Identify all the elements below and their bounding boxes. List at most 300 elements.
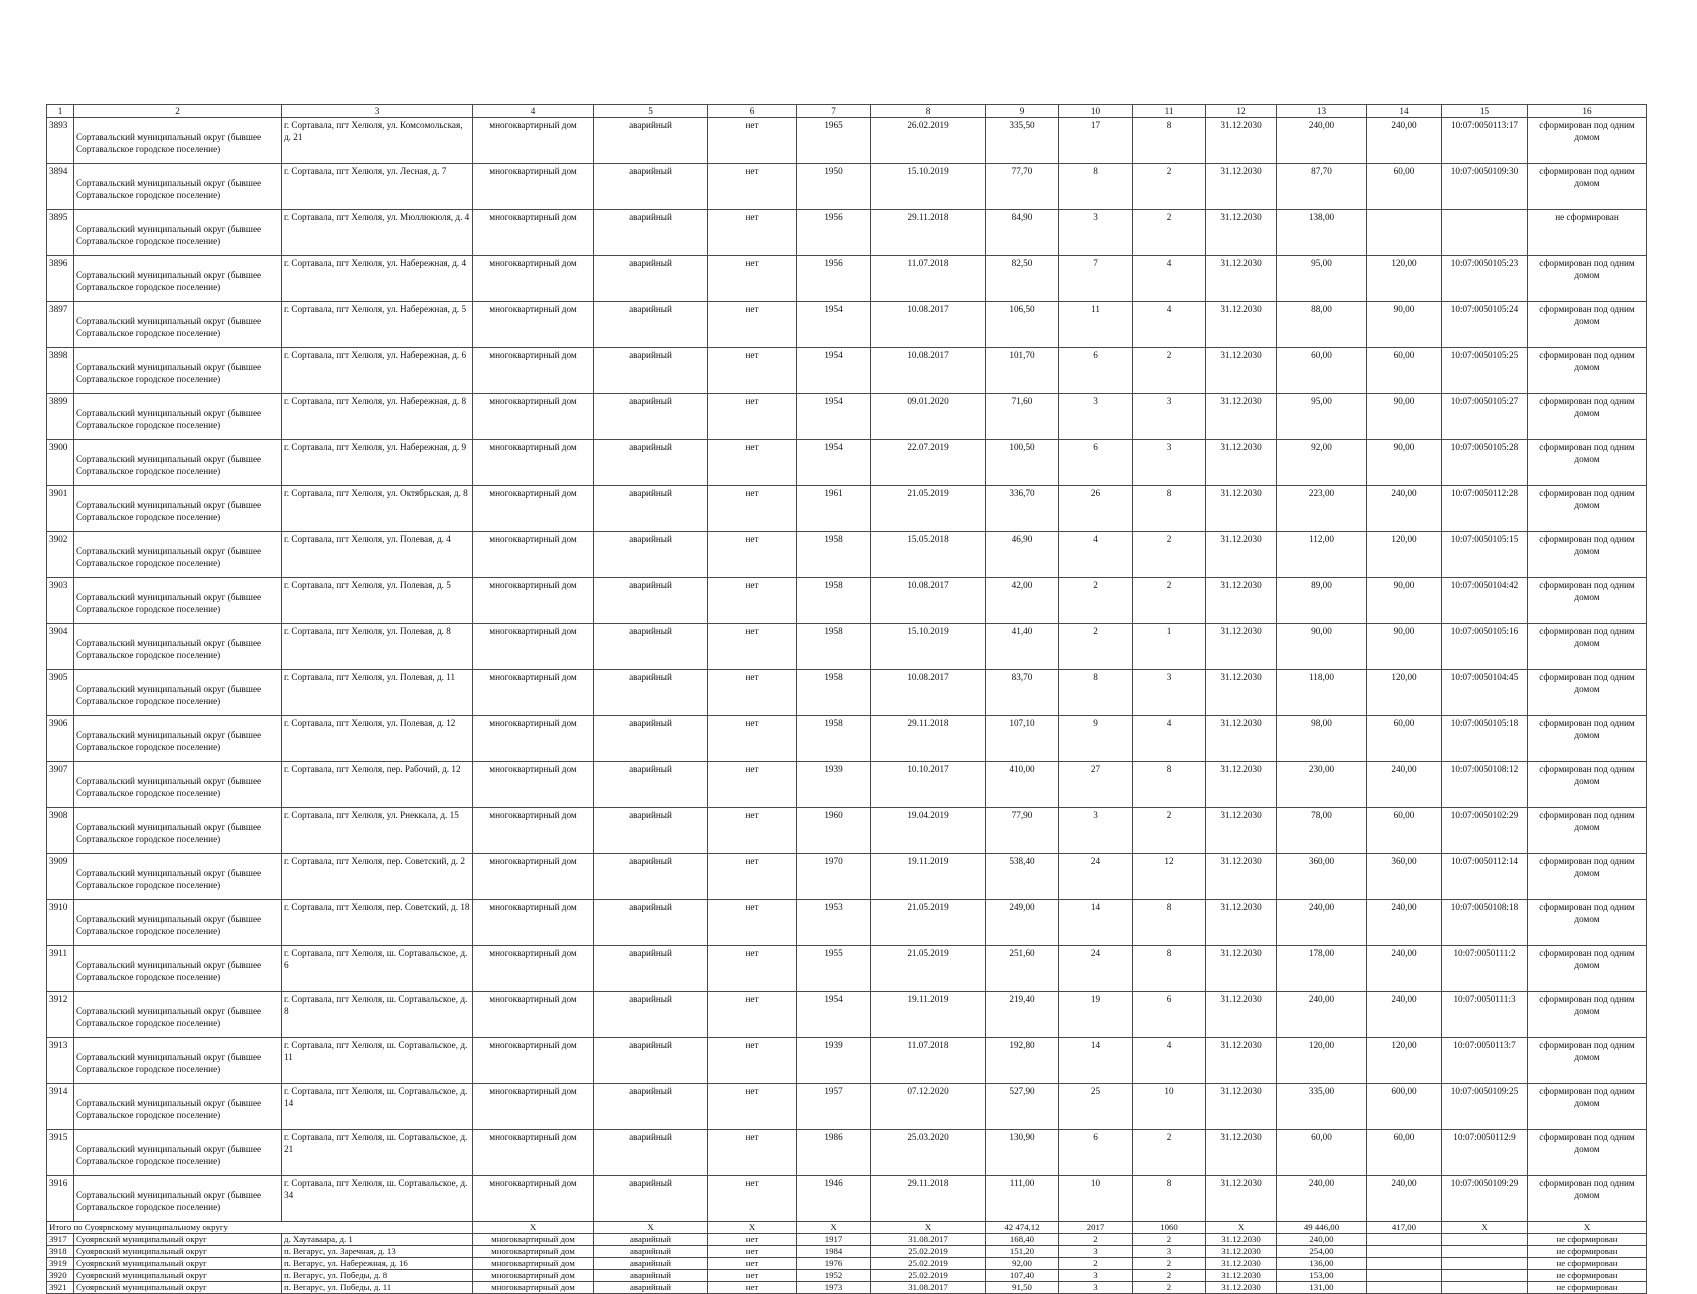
cell-col-15: 10:07:0050112:14 [1442,854,1528,900]
cell-col-5: аварийный [594,762,708,808]
cell-col-7: 1953 [797,900,871,946]
cell-col-6: нет [708,486,797,532]
cell-col-5: аварийный [594,578,708,624]
cell-col-14: 240,00 [1367,992,1442,1038]
cell-col-1: 3913 [47,1038,74,1084]
cell-col-8: 25.02.2019 [871,1270,986,1282]
cell-col-4: многоквартирный дом [473,118,594,164]
cell-col-13: 153,00 [1277,1270,1367,1282]
cell-col-6: нет [708,532,797,578]
cell-col-7: 1973 [797,1282,871,1294]
cell-col-13: 98,00 [1277,716,1367,762]
table-row [47,532,1647,578]
cell-col-5: аварийный [594,1038,708,1084]
cell-col-5: аварийный [594,716,708,762]
cell-col-12: 31.12.2030 [1206,348,1277,394]
cell-col-1: 3917 [47,1234,74,1246]
cell-col-10: 24 [1059,854,1133,900]
cell-col-14: 240,00 [1367,118,1442,164]
cell-col-14 [1367,1246,1442,1258]
summary-cell-col-8: X [871,1222,986,1234]
cell-col-10: 19 [1059,992,1133,1038]
cell-col-14: 240,00 [1367,762,1442,808]
cell-col-12: 31.12.2030 [1206,1176,1277,1222]
table-row [47,624,1647,670]
cell-col-15: 10:07:0050104:45 [1442,670,1528,716]
cell-col-10: 26 [1059,486,1133,532]
cell-col-4: многоквартирный дом [473,670,594,716]
cell-col-1: 3900 [47,440,74,486]
cell-col-9: 335,50 [986,118,1059,164]
summary-cell-col-15: X [1442,1222,1528,1234]
cell-col-16: сформирован под одним домом [1528,532,1647,578]
cell-col-1: 3921 [47,1282,74,1294]
cell-col-7: 1976 [797,1258,871,1270]
cell-col-1: 3908 [47,808,74,854]
cell-col-5: аварийный [594,486,708,532]
cell-col-8: 25.03.2020 [871,1130,986,1176]
cell-col-11: 2 [1133,1270,1206,1282]
cell-col-4: многоквартирный дом [473,900,594,946]
cell-col-14: 90,00 [1367,440,1442,486]
cell-col-15: 10:07:0050105:24 [1442,302,1528,348]
cell-col-6: нет [708,1130,797,1176]
cell-col-14 [1367,210,1442,256]
cell-col-7: 1961 [797,486,871,532]
cell-col-1: 3899 [47,394,74,440]
cell-col-14: 120,00 [1367,1038,1442,1084]
summary-cell-col-11: 1060 [1133,1222,1206,1234]
cell-col-10: 24 [1059,946,1133,992]
cell-col-7: 1960 [797,808,871,854]
cell-col-8: 11.07.2018 [871,256,986,302]
cell-col-10: 2 [1059,1258,1133,1270]
column-header-14: 14 [1367,105,1442,118]
cell-col-4: многоквартирный дом [473,302,594,348]
cell-col-11: 2 [1133,578,1206,624]
cell-col-13: 89,00 [1277,578,1367,624]
cell-col-3: п. Вегарус, ул. Заречная, д. 13 [282,1246,473,1258]
cell-col-7: 1954 [797,348,871,394]
cell-col-13: 138,00 [1277,210,1367,256]
cell-col-1: 3910 [47,900,74,946]
cell-col-6: нет [708,670,797,716]
cell-col-6: нет [708,624,797,670]
cell-col-16: сформирован под одним домом [1528,624,1647,670]
cell-col-3: г. Сортавала, пгт Хелюля, ул. Полевая, д. 4 [282,532,473,578]
cell-col-13: 112,00 [1277,532,1367,578]
cell-col-12: 31.12.2030 [1206,118,1277,164]
cell-col-13: 92,00 [1277,440,1367,486]
cell-col-6: нет [708,256,797,302]
cell-col-11: 2 [1133,808,1206,854]
cell-col-6: нет [708,854,797,900]
cell-col-16: сформирован под одним домом [1528,992,1647,1038]
cell-col-12: 31.12.2030 [1206,394,1277,440]
cell-col-2: Сортавальский муниципальный округ (бывшее Сортавальское городское поселение) [74,1084,282,1130]
housing-registry-sheet [46,104,1646,1294]
cell-col-15: 10:07:0050111:2 [1442,946,1528,992]
cell-col-16: сформирован под одним домом [1528,440,1647,486]
column-header-4: 4 [473,105,594,118]
cell-col-8: 29.11.2018 [871,210,986,256]
table-row [47,992,1647,1038]
cell-col-14: 240,00 [1367,1176,1442,1222]
cell-col-15: 10:07:0050113:17 [1442,118,1528,164]
cell-col-4: многоквартирный дом [473,1246,594,1258]
cell-col-4: многоквартирный дом [473,1038,594,1084]
cell-col-13: 240,00 [1277,1176,1367,1222]
cell-col-7: 1946 [797,1176,871,1222]
table-row [47,440,1647,486]
cell-col-2: Суоярвский муниципальный округ [74,1246,282,1258]
cell-col-11: 8 [1133,900,1206,946]
cell-col-12: 31.12.2030 [1206,164,1277,210]
cell-col-12: 31.12.2030 [1206,1270,1277,1282]
cell-col-8: 15.10.2019 [871,624,986,670]
cell-col-3: г. Сортавала, пгт Хелюля, ул. Рнеккала, д. 15 [282,808,473,854]
cell-col-12: 31.12.2030 [1206,256,1277,302]
cell-col-14: 90,00 [1367,302,1442,348]
cell-col-2: Суоярвский муниципальный округ [74,1258,282,1270]
cell-col-1: 3906 [47,716,74,762]
cell-col-11: 2 [1133,1130,1206,1176]
table-body [47,105,1647,1294]
cell-col-8: 19.11.2019 [871,854,986,900]
cell-col-5: аварийный [594,1258,708,1270]
cell-col-14 [1367,1282,1442,1294]
summary-cell-col-14: 417,00 [1367,1222,1442,1234]
cell-col-10: 3 [1059,394,1133,440]
cell-col-5: аварийный [594,1130,708,1176]
table-row [47,1270,1647,1282]
cell-col-13: 360,00 [1277,854,1367,900]
cell-col-14: 240,00 [1367,900,1442,946]
table-row [47,762,1647,808]
cell-col-4: многоквартирный дом [473,946,594,992]
cell-col-7: 1952 [797,1270,871,1282]
cell-col-4: многоквартирный дом [473,1282,594,1294]
cell-col-15: 10:07:0050102:29 [1442,808,1528,854]
cell-col-1: 3909 [47,854,74,900]
cell-col-3: г. Сортавала, пгт Хелюля, ул. Полевая, д. 8 [282,624,473,670]
cell-col-7: 1955 [797,946,871,992]
table-row [47,256,1647,302]
cell-col-9: 82,50 [986,256,1059,302]
cell-col-15: 10:07:0050105:27 [1442,394,1528,440]
cell-col-1: 3916 [47,1176,74,1222]
summary-cell-col-4: X [473,1222,594,1234]
cell-col-9: 106,50 [986,302,1059,348]
cell-col-11: 8 [1133,118,1206,164]
cell-col-2: Сортавальский муниципальный округ (бывшее Сортавальское городское поселение) [74,992,282,1038]
cell-col-8: 19.04.2019 [871,808,986,854]
cell-col-13: 240,00 [1277,992,1367,1038]
cell-col-2: Суоярвский муниципальный округ [74,1282,282,1294]
cell-col-8: 26.02.2019 [871,118,986,164]
cell-col-13: 60,00 [1277,348,1367,394]
cell-col-6: нет [708,118,797,164]
cell-col-16: сформирован под одним домом [1528,808,1647,854]
column-header-2: 2 [74,105,282,118]
cell-col-11: 8 [1133,946,1206,992]
cell-col-14: 90,00 [1367,578,1442,624]
table-row [47,1084,1647,1130]
cell-col-10: 3 [1059,1246,1133,1258]
cell-col-10: 10 [1059,1176,1133,1222]
cell-col-8: 29.11.2018 [871,716,986,762]
cell-col-14: 360,00 [1367,854,1442,900]
cell-col-4: многоквартирный дом [473,486,594,532]
table-row [47,486,1647,532]
cell-col-5: аварийный [594,1084,708,1130]
cell-col-5: аварийный [594,1176,708,1222]
cell-col-9: 168,40 [986,1234,1059,1246]
cell-col-11: 8 [1133,762,1206,808]
cell-col-7: 1958 [797,532,871,578]
cell-col-6: нет [708,1270,797,1282]
cell-col-9: 91,50 [986,1282,1059,1294]
column-header-6: 6 [708,105,797,118]
cell-col-3: г. Сортавала, пгт Хелюля, ш. Сортавальское, д. 34 [282,1176,473,1222]
cell-col-12: 31.12.2030 [1206,716,1277,762]
cell-col-4: многоквартирный дом [473,1084,594,1130]
cell-col-9: 101,70 [986,348,1059,394]
cell-col-15: 10:07:0050105:18 [1442,716,1528,762]
cell-col-9: 107,10 [986,716,1059,762]
cell-col-11: 12 [1133,854,1206,900]
table-row [47,118,1647,164]
cell-col-12: 31.12.2030 [1206,992,1277,1038]
cell-col-4: многоквартирный дом [473,164,594,210]
cell-col-8: 25.02.2019 [871,1246,986,1258]
cell-col-1: 3896 [47,256,74,302]
cell-col-11: 2 [1133,1234,1206,1246]
cell-col-4: многоквартирный дом [473,348,594,394]
column-header-10: 10 [1059,105,1133,118]
cell-col-8: 11.07.2018 [871,1038,986,1084]
cell-col-11: 1 [1133,624,1206,670]
cell-col-1: 3914 [47,1084,74,1130]
table-row [47,808,1647,854]
cell-col-13: 88,00 [1277,302,1367,348]
cell-col-8: 31.08.2017 [871,1234,986,1246]
table-row [47,946,1647,992]
cell-col-8: 22.07.2019 [871,440,986,486]
cell-col-5: аварийный [594,946,708,992]
cell-col-13: 95,00 [1277,394,1367,440]
cell-col-2: Сортавальский муниципальный округ (бывшее Сортавальское городское поселение) [74,1130,282,1176]
cell-col-7: 1956 [797,210,871,256]
cell-col-5: аварийный [594,992,708,1038]
cell-col-6: нет [708,302,797,348]
cell-col-5: аварийный [594,808,708,854]
cell-col-9: 538,40 [986,854,1059,900]
cell-col-2: Сортавальский муниципальный округ (бывшее Сортавальское городское поселение) [74,578,282,624]
column-header-9: 9 [986,105,1059,118]
cell-col-1: 3920 [47,1270,74,1282]
cell-col-13: 223,00 [1277,486,1367,532]
cell-col-15: 10:07:0050109:29 [1442,1176,1528,1222]
cell-col-10: 4 [1059,532,1133,578]
cell-col-13: 136,00 [1277,1258,1367,1270]
cell-col-16: сформирован под одним домом [1528,1038,1647,1084]
cell-col-13: 120,00 [1277,1038,1367,1084]
cell-col-4: многоквартирный дом [473,578,594,624]
cell-col-4: многоквартирный дом [473,394,594,440]
table-row [47,348,1647,394]
cell-col-9: 100,50 [986,440,1059,486]
cell-col-6: нет [708,1176,797,1222]
cell-col-2: Сортавальский муниципальный округ (бывшее Сортавальское городское поселение) [74,900,282,946]
summary-row [47,1222,1647,1234]
cell-col-16: сформирован под одним домом [1528,716,1647,762]
cell-col-3: г. Сортавала, пгт Хелюля, ул. Набережная, д. 5 [282,302,473,348]
summary-cell-col-7: X [797,1222,871,1234]
cell-col-3: г. Сортавала, пгт Хелюля, ш. Сортавальское, д. 14 [282,1084,473,1130]
cell-col-11: 2 [1133,164,1206,210]
cell-col-11: 6 [1133,992,1206,1038]
cell-col-3: п. Вегарус, ул. Набережная, д. 16 [282,1258,473,1270]
cell-col-3: г. Сортавала, пгт Хелюля, ул. Октябрьская, д. 8 [282,486,473,532]
cell-col-5: аварийный [594,624,708,670]
cell-col-15 [1442,1258,1528,1270]
cell-col-5: аварийный [594,1282,708,1294]
cell-col-15: 10:07:0050112:28 [1442,486,1528,532]
cell-col-2: Сортавальский муниципальный округ (бывшее Сортавальское городское поселение) [74,670,282,716]
cell-col-8: 29.11.2018 [871,1176,986,1222]
cell-col-9: 77,90 [986,808,1059,854]
cell-col-16: сформирован под одним домом [1528,670,1647,716]
cell-col-10: 2 [1059,1234,1133,1246]
cell-col-15 [1442,1270,1528,1282]
cell-col-2: Сортавальский муниципальный округ (бывшее Сортавальское городское поселение) [74,302,282,348]
cell-col-15 [1442,1282,1528,1294]
cell-col-9: 77,70 [986,164,1059,210]
table-row [47,670,1647,716]
cell-col-8: 15.10.2019 [871,164,986,210]
cell-col-2: Сортавальский муниципальный округ (бывшее Сортавальское городское поселение) [74,1176,282,1222]
summary-cell-col-16: X [1528,1222,1647,1234]
cell-col-2: Сортавальский муниципальный округ (бывшее Сортавальское городское поселение) [74,394,282,440]
cell-col-16: сформирован под одним домом [1528,762,1647,808]
cell-col-7: 1984 [797,1246,871,1258]
cell-col-2: Сортавальский муниципальный округ (бывшее Сортавальское городское поселение) [74,532,282,578]
cell-col-3: п. Вегарус, ул. Победы, д. 8 [282,1270,473,1282]
cell-col-5: аварийный [594,394,708,440]
cell-col-14: 60,00 [1367,716,1442,762]
cell-col-4: многоквартирный дом [473,992,594,1038]
cell-col-3: г. Сортавала, пгт Хелюля, ул. Лесная, д. 7 [282,164,473,210]
cell-col-1: 3898 [47,348,74,394]
cell-col-14: 90,00 [1367,394,1442,440]
cell-col-10: 3 [1059,1282,1133,1294]
cell-col-4: многоквартирный дом [473,854,594,900]
cell-col-14: 90,00 [1367,624,1442,670]
cell-col-4: многоквартирный дом [473,210,594,256]
cell-col-12: 31.12.2030 [1206,1038,1277,1084]
cell-col-14: 60,00 [1367,164,1442,210]
cell-col-9: 42,00 [986,578,1059,624]
cell-col-6: нет [708,348,797,394]
cell-col-13: 95,00 [1277,256,1367,302]
cell-col-7: 1950 [797,164,871,210]
cell-col-3: г. Сортавала, пгт Хелюля, ул. Набережная, д. 8 [282,394,473,440]
table-row [47,1282,1647,1294]
cell-col-3: п. Вегарус, ул. Победы, д. 11 [282,1282,473,1294]
cell-col-10: 27 [1059,762,1133,808]
cell-col-16: сформирован под одним домом [1528,256,1647,302]
cell-col-2: Сортавальский муниципальный округ (бывшее Сортавальское городское поселение) [74,716,282,762]
cell-col-10: 3 [1059,210,1133,256]
cell-col-3: д. Хаутаваара, д. 1 [282,1234,473,1246]
table-row [47,1130,1647,1176]
cell-col-8: 31.08.2017 [871,1282,986,1294]
cell-col-11: 2 [1133,210,1206,256]
cell-col-14: 60,00 [1367,348,1442,394]
cell-col-7: 1965 [797,118,871,164]
cell-col-12: 31.12.2030 [1206,1258,1277,1270]
cell-col-5: аварийный [594,440,708,486]
cell-col-11: 4 [1133,1038,1206,1084]
cell-col-9: 336,70 [986,486,1059,532]
cell-col-12: 31.12.2030 [1206,1234,1277,1246]
cell-col-2: Сортавальский муниципальный округ (бывшее Сортавальское городское поселение) [74,118,282,164]
cell-col-10: 8 [1059,164,1133,210]
cell-col-14 [1367,1258,1442,1270]
table-row [47,1258,1647,1270]
cell-col-15: 10:07:0050105:16 [1442,624,1528,670]
cell-col-5: аварийный [594,118,708,164]
column-header-16: 16 [1528,105,1647,118]
cell-col-6: нет [708,440,797,486]
cell-col-11: 2 [1133,348,1206,394]
cell-col-12: 31.12.2030 [1206,808,1277,854]
summary-cell-col-13: 49 446,00 [1277,1222,1367,1234]
cell-col-8: 21.05.2019 [871,486,986,532]
cell-col-2: Сортавальский муниципальный округ (бывшее Сортавальское городское поселение) [74,808,282,854]
cell-col-5: аварийный [594,854,708,900]
cell-col-16: сформирован под одним домом [1528,302,1647,348]
column-header-11: 11 [1133,105,1206,118]
cell-col-6: нет [708,578,797,624]
cell-col-4: многоквартирный дом [473,256,594,302]
cell-col-7: 1954 [797,992,871,1038]
cell-col-7: 1954 [797,302,871,348]
cell-col-15: 10:07:0050108:12 [1442,762,1528,808]
cell-col-7: 1939 [797,1038,871,1084]
cell-col-2: Сортавальский муниципальный округ (бывшее Сортавальское городское поселение) [74,256,282,302]
cell-col-16: не сформирован [1528,210,1647,256]
cell-col-4: многоквартирный дом [473,624,594,670]
cell-col-3: г. Сортавала, пгт Хелюля, пер. Советский, д. 2 [282,854,473,900]
cell-col-12: 31.12.2030 [1206,670,1277,716]
cell-col-13: 335,00 [1277,1084,1367,1130]
cell-col-16: не сформирован [1528,1246,1647,1258]
cell-col-8: 07.12.2020 [871,1084,986,1130]
cell-col-12: 31.12.2030 [1206,1282,1277,1294]
table-row [47,578,1647,624]
cell-col-3: г. Сортавала, пгт Хелюля, ш. Сортавальское, д. 8 [282,992,473,1038]
cell-col-11: 8 [1133,1176,1206,1222]
cell-col-8: 10.10.2017 [871,762,986,808]
table-row [47,1038,1647,1084]
cell-col-16: сформирован под одним домом [1528,1084,1647,1130]
cell-col-16: сформирован под одним домом [1528,900,1647,946]
column-header-3: 3 [282,105,473,118]
cell-col-16: сформирован под одним домом [1528,118,1647,164]
cell-col-2: Сортавальский муниципальный округ (бывшее Сортавальское городское поселение) [74,762,282,808]
